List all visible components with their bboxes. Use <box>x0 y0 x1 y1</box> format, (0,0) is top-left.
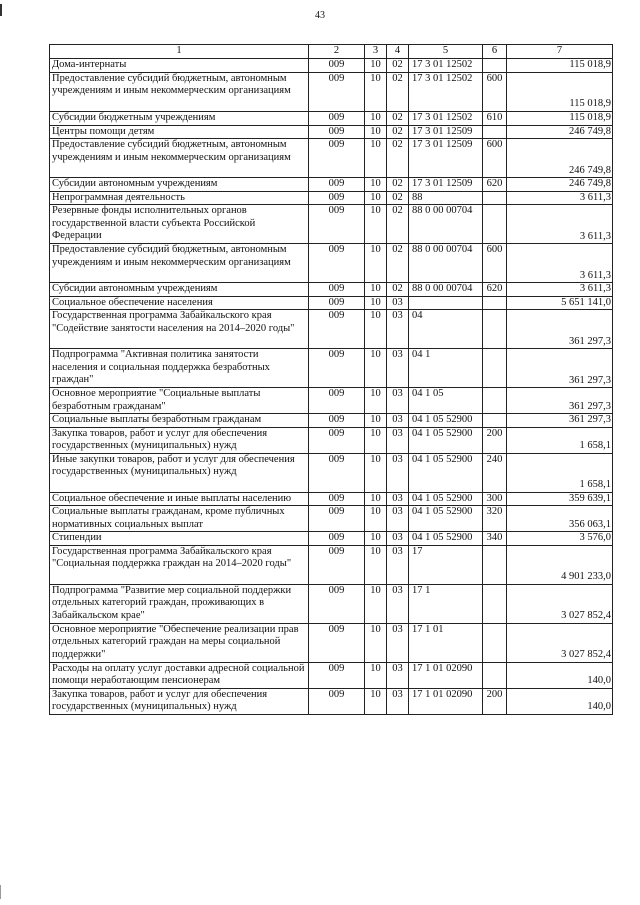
row-name-cell: Социальное обеспечение населения <box>50 296 309 310</box>
row-subsection-cell: 03 <box>387 296 409 310</box>
row-name-cell: Социальное обеспечение и иные выплаты населению <box>50 492 309 506</box>
table-row <box>50 506 613 532</box>
row-subsection-cell: 02 <box>387 191 409 205</box>
table-row <box>50 72 613 111</box>
row-name-cell: Закупка товаров, работ и услуг для обеспечения государственных (муниципальных) нужд <box>50 688 309 714</box>
row-code-cell: 009 <box>309 125 365 139</box>
row-target-code-cell: 04 1 05 <box>409 388 483 414</box>
row-expense-type-cell <box>483 191 507 205</box>
table-row <box>50 178 613 192</box>
row-amount-cell: 140,0 <box>507 662 613 688</box>
row-amount-cell: 246 749,8 <box>507 139 613 178</box>
row-subsection-cell: 02 <box>387 178 409 192</box>
row-subsection-cell: 03 <box>387 623 409 662</box>
row-section-cell: 10 <box>365 125 387 139</box>
row-code-cell: 009 <box>309 72 365 111</box>
row-code-cell: 009 <box>309 688 365 714</box>
row-amount-cell: 115 018,9 <box>507 72 613 111</box>
row-name-cell: Государственная программа Забайкальского края "Социальная поддержка граждан на 2014–2020 годы" <box>50 545 309 584</box>
row-name-cell: Расходы на оплату услуг доставки адресной социальной помощи неработающим пенсионерам <box>50 662 309 688</box>
row-expense-type-cell <box>483 584 507 623</box>
table-row <box>50 191 613 205</box>
table-row <box>50 349 613 388</box>
row-target-code-cell: 04 1 05 52900 <box>409 414 483 428</box>
row-code-cell: 009 <box>309 349 365 388</box>
row-code-cell: 009 <box>309 191 365 205</box>
row-expense-type-cell <box>483 125 507 139</box>
row-target-code-cell: 04 1 <box>409 349 483 388</box>
row-subsection-cell: 02 <box>387 283 409 297</box>
header-cell: 7 <box>507 45 613 59</box>
row-subsection-cell: 03 <box>387 688 409 714</box>
table-row <box>50 427 613 453</box>
row-section-cell: 10 <box>365 662 387 688</box>
row-amount-cell: 3 576,0 <box>507 532 613 546</box>
row-expense-type-cell <box>483 545 507 584</box>
row-amount-cell: 356 063,1 <box>507 506 613 532</box>
row-expense-type-cell <box>483 310 507 349</box>
row-target-code-cell: 04 1 05 52900 <box>409 427 483 453</box>
table-row <box>50 296 613 310</box>
row-expense-type-cell <box>483 623 507 662</box>
row-section-cell: 10 <box>365 205 387 244</box>
row-expense-type-cell <box>483 388 507 414</box>
table-row <box>50 584 613 623</box>
row-subsection-cell: 03 <box>387 414 409 428</box>
row-code-cell: 009 <box>309 59 365 73</box>
row-name-cell: Основное мероприятие "Обеспечение реализации прав отдельных категорий граждан на меры социальной поддержки" <box>50 623 309 662</box>
table-row <box>50 492 613 506</box>
row-amount-cell: 1 658,1 <box>507 427 613 453</box>
row-code-cell: 009 <box>309 388 365 414</box>
row-subsection-cell: 03 <box>387 453 409 492</box>
row-expense-type-cell: 240 <box>483 453 507 492</box>
row-subsection-cell: 03 <box>387 662 409 688</box>
row-code-cell: 009 <box>309 111 365 125</box>
row-code-cell: 009 <box>309 139 365 178</box>
row-code-cell: 009 <box>309 532 365 546</box>
row-section-cell: 10 <box>365 388 387 414</box>
row-name-cell: Социальные выплаты безработным гражданам <box>50 414 309 428</box>
row-code-cell: 009 <box>309 283 365 297</box>
row-target-code-cell: 17 3 01 12509 <box>409 139 483 178</box>
row-code-cell: 009 <box>309 205 365 244</box>
row-code-cell: 009 <box>309 492 365 506</box>
row-amount-cell: 361 297,3 <box>507 388 613 414</box>
row-expense-type-cell: 600 <box>483 244 507 283</box>
row-section-cell: 10 <box>365 532 387 546</box>
row-expense-type-cell: 600 <box>483 139 507 178</box>
row-target-code-cell: 17 3 01 12502 <box>409 111 483 125</box>
row-code-cell: 009 <box>309 662 365 688</box>
row-expense-type-cell <box>483 349 507 388</box>
row-target-code-cell: 88 0 00 00704 <box>409 205 483 244</box>
row-target-code-cell: 17 1 01 <box>409 623 483 662</box>
row-target-code-cell: 88 <box>409 191 483 205</box>
row-name-cell: Социальные выплаты гражданам, кроме публичных нормативных социальных выплат <box>50 506 309 532</box>
row-code-cell: 009 <box>309 623 365 662</box>
row-amount-cell: 115 018,9 <box>507 59 613 73</box>
row-amount-cell: 361 297,3 <box>507 310 613 349</box>
row-target-code-cell: 04 <box>409 310 483 349</box>
page-number: 43 <box>315 10 325 21</box>
row-target-code-cell: 17 3 01 12509 <box>409 125 483 139</box>
table-row <box>50 532 613 546</box>
row-subsection-cell: 02 <box>387 244 409 283</box>
row-amount-cell: 4 901 233,0 <box>507 545 613 584</box>
row-name-cell: Предоставление субсидий бюджетным, автономным учреждениям и иным некоммерческим организациям <box>50 244 309 283</box>
row-expense-type-cell: 300 <box>483 492 507 506</box>
row-section-cell: 10 <box>365 453 387 492</box>
row-name-cell: Иные закупки товаров, работ и услуг для обеспечения государственных (муниципальных) нужд <box>50 453 309 492</box>
budget-table <box>49 44 613 715</box>
row-code-cell: 009 <box>309 414 365 428</box>
row-target-code-cell: 17 1 01 02090 <box>409 662 483 688</box>
row-amount-cell: 3 027 852,4 <box>507 584 613 623</box>
row-expense-type-cell <box>483 59 507 73</box>
row-subsection-cell: 03 <box>387 349 409 388</box>
row-code-cell: 009 <box>309 506 365 532</box>
row-expense-type-cell <box>483 296 507 310</box>
row-amount-cell: 361 297,3 <box>507 414 613 428</box>
header-cell: 2 <box>309 45 365 59</box>
row-subsection-cell: 02 <box>387 125 409 139</box>
row-expense-type-cell: 620 <box>483 178 507 192</box>
row-amount-cell: 3 611,3 <box>507 205 613 244</box>
row-section-cell: 10 <box>365 59 387 73</box>
row-section-cell: 10 <box>365 545 387 584</box>
row-expense-type-cell <box>483 662 507 688</box>
table-row <box>50 688 613 714</box>
table-row <box>50 623 613 662</box>
row-section-cell: 10 <box>365 178 387 192</box>
row-name-cell: Подпрограмма "Развитие мер социальной поддержки отдельных категорий граждан, проживающих в Забайкальском крае" <box>50 584 309 623</box>
row-section-cell: 10 <box>365 111 387 125</box>
row-code-cell: 009 <box>309 453 365 492</box>
row-target-code-cell: 04 1 05 52900 <box>409 453 483 492</box>
row-subsection-cell: 02 <box>387 72 409 111</box>
row-amount-cell: 3 611,3 <box>507 244 613 283</box>
row-target-code-cell: 04 1 05 52900 <box>409 532 483 546</box>
row-section-cell: 10 <box>365 349 387 388</box>
row-section-cell: 10 <box>365 427 387 453</box>
row-amount-cell: 361 297,3 <box>507 349 613 388</box>
row-expense-type-cell: 340 <box>483 532 507 546</box>
scan-edge-tick <box>0 885 1 899</box>
row-subsection-cell: 02 <box>387 205 409 244</box>
row-subsection-cell: 02 <box>387 139 409 178</box>
row-subsection-cell: 02 <box>387 59 409 73</box>
row-name-cell: Дома-интернаты <box>50 59 309 73</box>
row-subsection-cell: 03 <box>387 584 409 623</box>
row-amount-cell: 246 749,8 <box>507 178 613 192</box>
row-code-cell: 009 <box>309 244 365 283</box>
row-code-cell: 009 <box>309 584 365 623</box>
row-name-cell: Государственная программа Забайкальского края "Содействие занятости населения на 2014–2020 годы" <box>50 310 309 349</box>
table-body <box>50 45 613 715</box>
table-row <box>50 283 613 297</box>
row-expense-type-cell: 200 <box>483 427 507 453</box>
row-subsection-cell: 03 <box>387 492 409 506</box>
row-code-cell: 009 <box>309 427 365 453</box>
table-row <box>50 111 613 125</box>
table-row <box>50 453 613 492</box>
row-expense-type-cell: 320 <box>483 506 507 532</box>
row-name-cell: Основное мероприятие "Социальные выплаты безработным гражданам" <box>50 388 309 414</box>
row-target-code-cell: 04 1 05 52900 <box>409 492 483 506</box>
table-row <box>50 388 613 414</box>
row-name-cell: Предоставление субсидий бюджетным, автономным учреждениям и иным некоммерческим организациям <box>50 72 309 111</box>
row-section-cell: 10 <box>365 244 387 283</box>
table-row <box>50 139 613 178</box>
table-row <box>50 545 613 584</box>
row-target-code-cell <box>409 296 483 310</box>
table-row <box>50 59 613 73</box>
row-subsection-cell: 03 <box>387 506 409 532</box>
row-amount-cell: 140,0 <box>507 688 613 714</box>
table-row <box>50 414 613 428</box>
row-subsection-cell: 03 <box>387 310 409 349</box>
row-section-cell: 10 <box>365 688 387 714</box>
row-section-cell: 10 <box>365 506 387 532</box>
row-target-code-cell: 17 1 01 02090 <box>409 688 483 714</box>
row-amount-cell: 3 611,3 <box>507 191 613 205</box>
row-target-code-cell: 17 3 01 12509 <box>409 178 483 192</box>
row-expense-type-cell: 620 <box>483 283 507 297</box>
row-amount-cell: 3 611,3 <box>507 283 613 297</box>
row-target-code-cell: 17 <box>409 545 483 584</box>
row-section-cell: 10 <box>365 623 387 662</box>
row-code-cell: 009 <box>309 545 365 584</box>
row-target-code-cell: 17 1 <box>409 584 483 623</box>
row-amount-cell: 1 658,1 <box>507 453 613 492</box>
row-name-cell: Подпрограмма "Активная политика занятости населения и социальная поддержка безработных граждан" <box>50 349 309 388</box>
row-subsection-cell: 03 <box>387 388 409 414</box>
row-section-cell: 10 <box>365 310 387 349</box>
row-amount-cell: 359 639,1 <box>507 492 613 506</box>
row-subsection-cell: 02 <box>387 111 409 125</box>
row-code-cell: 009 <box>309 178 365 192</box>
row-name-cell: Непрограммная деятельность <box>50 191 309 205</box>
row-expense-type-cell: 600 <box>483 72 507 111</box>
row-section-cell: 10 <box>365 283 387 297</box>
row-code-cell: 009 <box>309 296 365 310</box>
row-target-code-cell: 17 3 01 12502 <box>409 59 483 73</box>
row-section-cell: 10 <box>365 492 387 506</box>
table-header-row <box>50 45 613 59</box>
row-name-cell: Резервные фонды исполнительных органов государственной власти субъекта Российской Федерации <box>50 205 309 244</box>
header-cell: 4 <box>387 45 409 59</box>
row-target-code-cell: 04 1 05 52900 <box>409 506 483 532</box>
row-section-cell: 10 <box>365 72 387 111</box>
row-section-cell: 10 <box>365 584 387 623</box>
header-cell: 5 <box>409 45 483 59</box>
row-amount-cell: 3 027 852,4 <box>507 623 613 662</box>
row-section-cell: 10 <box>365 139 387 178</box>
row-expense-type-cell <box>483 414 507 428</box>
row-section-cell: 10 <box>365 296 387 310</box>
row-section-cell: 10 <box>365 414 387 428</box>
row-target-code-cell: 88 0 00 00704 <box>409 244 483 283</box>
row-subsection-cell: 03 <box>387 427 409 453</box>
row-amount-cell: 115 018,9 <box>507 111 613 125</box>
row-subsection-cell: 03 <box>387 532 409 546</box>
row-target-code-cell: 17 3 01 12502 <box>409 72 483 111</box>
row-expense-type-cell <box>483 205 507 244</box>
table-row <box>50 662 613 688</box>
table-row <box>50 244 613 283</box>
row-expense-type-cell: 200 <box>483 688 507 714</box>
row-target-code-cell: 88 0 00 00704 <box>409 283 483 297</box>
header-cell: 6 <box>483 45 507 59</box>
row-amount-cell: 5 651 141,0 <box>507 296 613 310</box>
row-name-cell: Стипендии <box>50 532 309 546</box>
row-name-cell: Предоставление субсидий бюджетным, автономным учреждениям и иным некоммерческим организациям <box>50 139 309 178</box>
row-amount-cell: 246 749,8 <box>507 125 613 139</box>
row-code-cell: 009 <box>309 310 365 349</box>
row-name-cell: Закупка товаров, работ и услуг для обеспечения государственных (муниципальных) нужд <box>50 427 309 453</box>
row-name-cell: Субсидии автономным учреждениям <box>50 178 309 192</box>
header-cell: 1 <box>50 45 309 59</box>
row-name-cell: Центры помощи детям <box>50 125 309 139</box>
row-expense-type-cell: 610 <box>483 111 507 125</box>
header-cell: 3 <box>365 45 387 59</box>
row-name-cell: Субсидии автономным учреждениям <box>50 283 309 297</box>
table-row <box>50 205 613 244</box>
table-row <box>50 310 613 349</box>
row-name-cell: Субсидии бюджетным учреждениям <box>50 111 309 125</box>
row-section-cell: 10 <box>365 191 387 205</box>
table-row <box>50 125 613 139</box>
row-subsection-cell: 03 <box>387 545 409 584</box>
